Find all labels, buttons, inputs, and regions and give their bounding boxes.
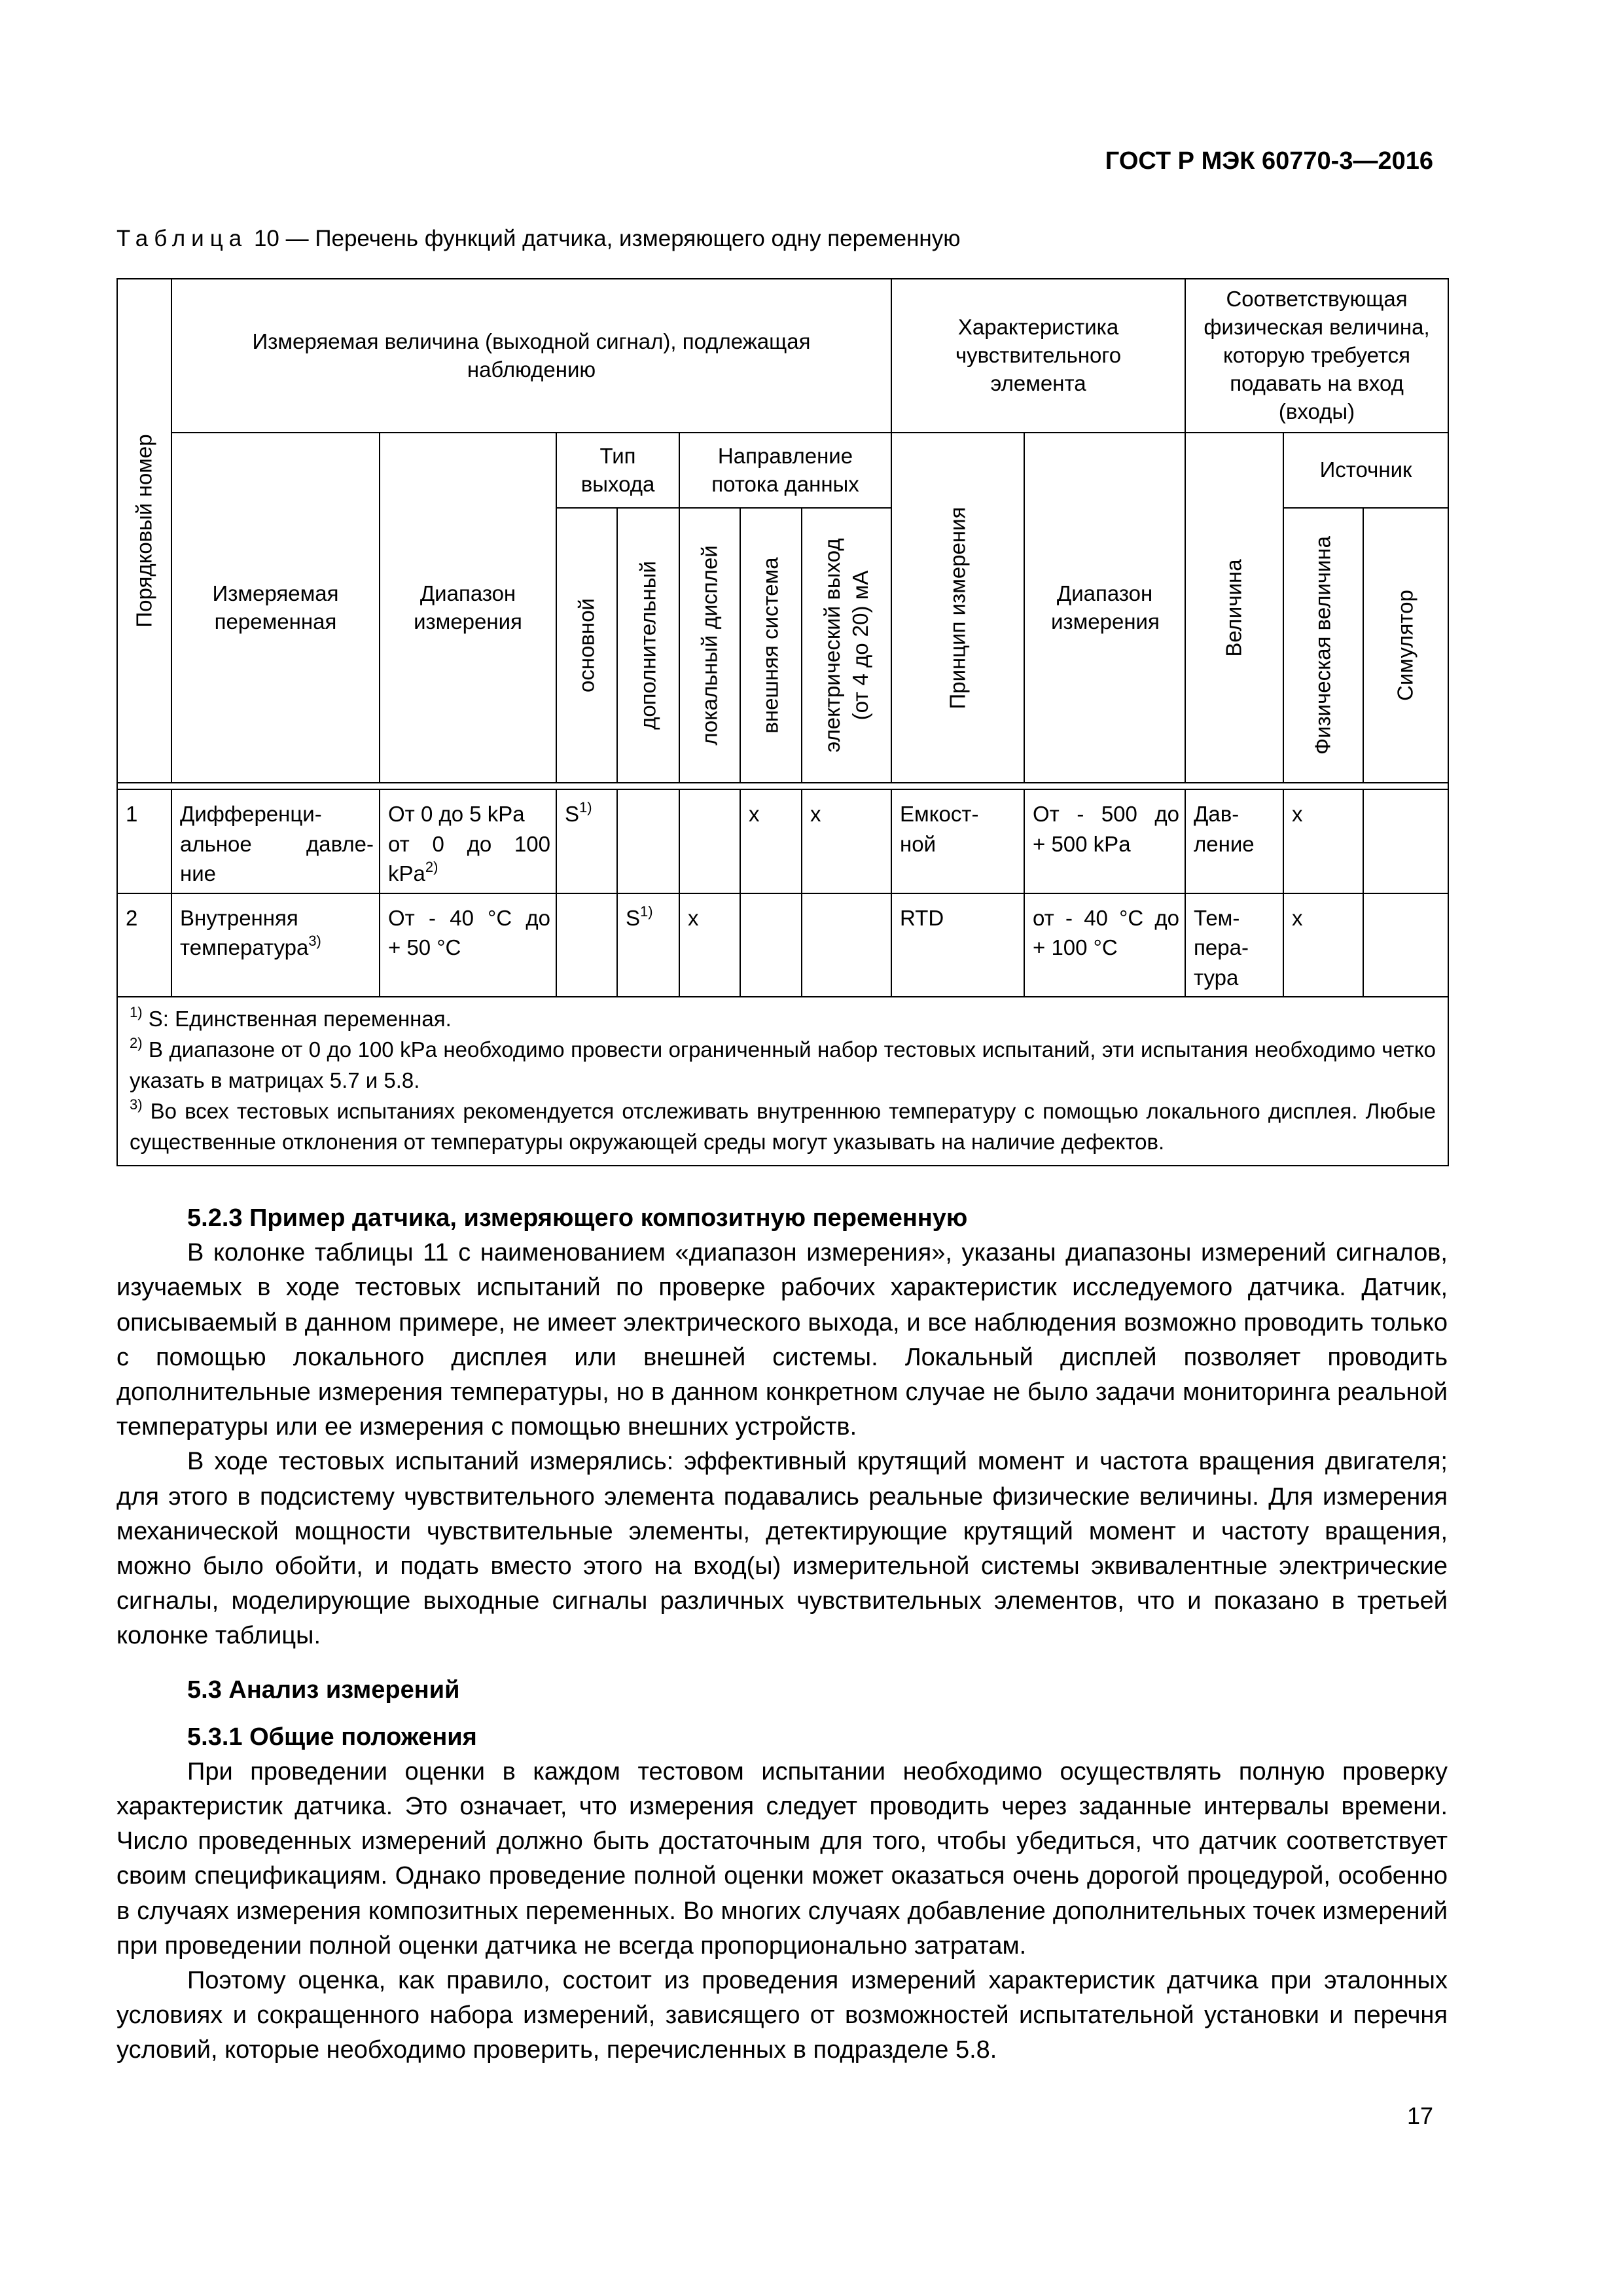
section-title-5-3: 5.3 Анализ измерений (187, 1676, 460, 1704)
source-simulator (1363, 893, 1448, 997)
header-serial-number: Порядковый номер (117, 279, 171, 783)
flow-external-system: x (740, 789, 802, 893)
section-title-5-2-3: 5.2.3 Пример датчика, измеряющего композитную переменную (187, 1204, 968, 1232)
header-physical-quantity: Физическая величина (1283, 508, 1363, 783)
section-title-5-3-1: 5.3.1 Общие положения (187, 1723, 477, 1751)
header-output-type: Тип выхода (556, 433, 679, 508)
flow-electric-output: x (802, 789, 891, 893)
header-main: основной (556, 508, 617, 783)
measured-variable: Внутренняя температура$^{3)}$ (171, 893, 380, 997)
output-main (556, 893, 617, 997)
quantity: Тем- пера- тура (1185, 893, 1283, 997)
paragraph: Поэтому оценка, как правило, состоит из проведения измерений характеристик датчика при эталонных условиях и сокращенного набора измерений, зависящего от возможностей испытательной установки и перечня условий, которые необходимо проверить, перечисленных в подразделе 5.8. (116, 1966, 1448, 2064)
header-local-display: локальный дисплей (679, 508, 740, 783)
measurement-range-2: От - 500 до + 500 kPa (1024, 789, 1185, 893)
table-caption-text: 10 — Перечень функций датчика, измеряющего одну переменную (247, 226, 961, 251)
flow-local-display: x (679, 893, 740, 997)
footnote: $^{2)}$ В диапазоне от 0 до 100 kPa необходимо провести ограниченный набор тестовых испытаний, эти испытания необходимо четко указать в матрицах 5.7 и 5.8. (130, 1035, 1436, 1092)
footnote: $^{3)}$ Во всех тестовых испытаниях рекомендуется отслеживать внутреннюю температуру с помощью локального дисплея. Любые существенные отклонения от температуры окружающей среды могут указывать на наличие дефектов. (130, 1096, 1436, 1154)
document-code: ГОСТ Р МЭК 60770-3—2016 (1105, 147, 1433, 175)
output-additional (617, 789, 679, 893)
quantity: Дав- ление (1185, 789, 1283, 893)
header-measurement-principle: Принцип измерения (891, 433, 1024, 783)
measured-variable: Дифференци- альное давле- ние (171, 789, 380, 893)
header-sensor-characteristic: Характеристика чувствительного элемента (891, 279, 1185, 433)
page-number: 17 (1406, 2102, 1433, 2129)
measurement-range: От 0 до 5 kPa от 0 до 100 kPa$^{2)}$ (380, 789, 556, 893)
header-measurement-range: Диапазон измерения (380, 433, 556, 783)
body-text (116, 1201, 1448, 2068)
output-additional: $S^{1)}$ (617, 893, 679, 997)
table-10 (116, 278, 1449, 1166)
header-simulator: Симулятор (1363, 508, 1448, 783)
header-measurement-range-2: Диапазон измерения (1024, 433, 1185, 783)
measurement-principle: RTD (891, 893, 1024, 997)
header-measured-variable: Измеряемая переменная (171, 433, 380, 783)
header-measured-quantity: Измеряемая величина (выходной сигнал), подлежащая наблюдению (171, 279, 891, 433)
table-row (117, 789, 1448, 893)
table-footnotes (117, 997, 1448, 1166)
source-physical: x (1283, 789, 1363, 893)
measurement-range-2: от - 40 °C до + 100 °C (1024, 893, 1185, 997)
paragraph: В ходе тестовых испытаний измерялись: эффективный крутящий момент и частота вращения двигателя; для этого в подсистему чувствительного элемента подавались реальные физические величины. Для измерения механической мощности чувствительные элементы, детектирующие крутящий момент и частоту вращения, можно было обойти, и подать вместо этого на вход(ы) измерительной системы эквивалентные электрические сигналы, моделирующие выходные сигналы различных чувствительных элементов, что и показано в третьей колонке таблицы. (116, 1448, 1448, 1650)
row-number: 1 (117, 789, 171, 893)
measurement-range: От - 40 °C до + 50 °C (380, 893, 556, 997)
header-source: Источник (1283, 433, 1448, 508)
table-caption (116, 226, 960, 252)
table-row (117, 893, 1448, 997)
table-caption-word: Таблица (116, 226, 248, 251)
footnote: $^{1)}$ S: Единственная переменная. (130, 1004, 452, 1031)
header-physical-input: Соответствующая физическая величина, которую требуется подавать на вход (входы) (1185, 279, 1448, 433)
paragraph: При проведении оценки в каждом тестовом испытании необходимо осуществлять полную проверку характеристик датчика. Это означает, что измерения следует проводить через заданные интервалы времени. Число проведенных измерений должно быть достаточным для того, чтобы убедиться, что датчик соответствует своим спецификациям. Однако проведение полной оценки может оказаться очень дорогой процедурой, особенно в случаях измерения композитных переменных. Во многих случаях добавление дополнительных точек измерений при проведении полной оценки датчика не всегда пропорционально затратам. (116, 1757, 1448, 1960)
row-number: 2 (117, 893, 171, 997)
header-quantity: Величина (1185, 433, 1283, 783)
header-additional: дополнительный (617, 508, 679, 783)
paragraph: В колонке таблицы 11 с наименованием «диапазон измерения», указаны диапазоны измерений сигналов, изучаемых в ходе тестовых испытаний по проверке рабочих характеристик исследуемого датчика. Датчик, описываемый в данном примере, не имеет электрического выхода, и все наблюдения возможно проводить только с помощью локального дисплея или внешней системы. Локальный дисплей позволяет проводить дополнительные измерения температуры, но в данном конкретном случае не было задачи мониторинга реальной температуры или ее измерения с помощью внешних устройств. (116, 1239, 1448, 1441)
flow-electric-output (802, 893, 891, 997)
source-physical: x (1283, 893, 1363, 997)
flow-local-display (679, 789, 740, 893)
header-electric-output: электрический выход (от 4 до 20) мА (802, 508, 891, 783)
output-main: $S^{1)}$ (556, 789, 617, 893)
header-data-flow: Направление потока данных (679, 433, 891, 508)
source-simulator (1363, 789, 1448, 893)
header-external-system: внешняя система (740, 508, 802, 783)
measurement-principle: Емкост- ной (891, 789, 1024, 893)
flow-external-system (740, 893, 802, 997)
header-separator (117, 783, 1448, 789)
